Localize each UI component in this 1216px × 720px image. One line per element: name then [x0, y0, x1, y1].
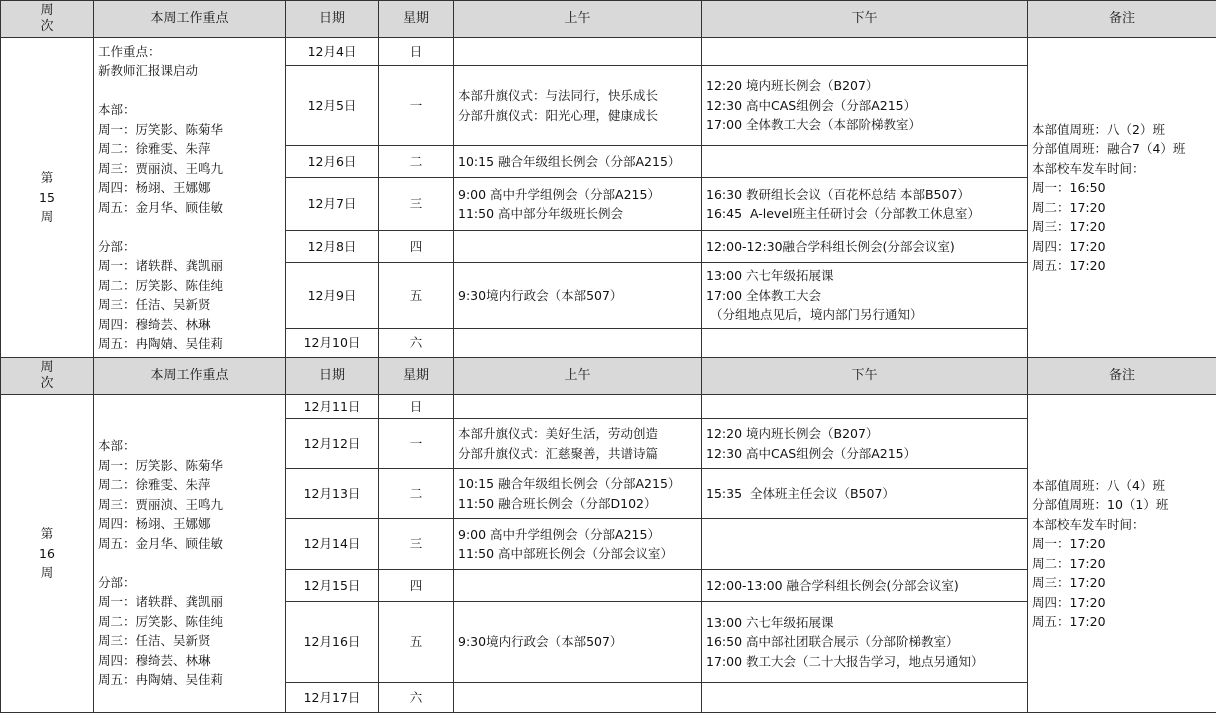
- day-morning: 10:15 融合年级组长例会（分部A215） 11:50 融合班长例会（分部D102）: [454, 469, 702, 519]
- week-label: 第 16 周: [1, 395, 94, 713]
- day-weekday: 四: [379, 231, 454, 263]
- day-date: 12月11日: [286, 395, 379, 419]
- day-afternoon: 13:00 六七年级拓展课 16:50 高中部社团联合展示（分部阶梯教室） 17:00 教工大会（二十大报告学习，地点另通知）: [702, 602, 1028, 683]
- day-weekday: 六: [379, 683, 454, 713]
- header-morning: 上午: [454, 1, 702, 38]
- day-afternoon: 12:00-13:00 融合学科组长例会(分部会议室): [702, 570, 1028, 602]
- day-morning: 10:15 融合年级组长例会（分部A215）: [454, 146, 702, 178]
- header-notes: 备注: [1028, 1, 1216, 38]
- day-morning: [454, 395, 702, 419]
- day-date: 12月15日: [286, 570, 379, 602]
- header-notes: 备注: [1028, 358, 1216, 395]
- day-morning: 9:00 高中升学组例会（分部A215） 11:50 高中部分年级班长例会: [454, 178, 702, 231]
- header-week: 周 次: [1, 1, 94, 38]
- day-date: 12月5日: [286, 66, 379, 146]
- day-morning: [454, 38, 702, 66]
- day-afternoon: [702, 519, 1028, 570]
- header-week: 周 次: [1, 358, 94, 395]
- header-focus: 本周工作重点: [94, 1, 286, 38]
- header-morning: 上午: [454, 358, 702, 395]
- day-date: 12月10日: [286, 329, 379, 358]
- day-date: 12月8日: [286, 231, 379, 263]
- day-weekday: 二: [379, 469, 454, 519]
- day-morning: [454, 231, 702, 263]
- day-weekday: 三: [379, 178, 454, 231]
- table-row: [1, 38, 1216, 66]
- day-date: 12月14日: [286, 519, 379, 570]
- day-date: 12月4日: [286, 38, 379, 66]
- day-weekday: 日: [379, 395, 454, 419]
- header-afternoon: 下午: [702, 358, 1028, 395]
- day-weekday: 五: [379, 263, 454, 329]
- day-weekday: 三: [379, 519, 454, 570]
- week-notes: 本部值周班：八（2）班 分部值周班：融合7（4）班 本部校车发车时间： 周一：16:50 周二：17:20 周三：17:20 周四：17:20 周五：17:20: [1028, 38, 1216, 358]
- day-date: 12月7日: [286, 178, 379, 231]
- day-afternoon: 13:00 六七年级拓展课 17:00 全体教工大会 （分组地点见后，境内部门另行通知）: [702, 263, 1028, 329]
- header-date: 日期: [286, 1, 379, 38]
- header-weekday: 星期: [379, 1, 454, 38]
- day-weekday: 六: [379, 329, 454, 358]
- header-focus: 本周工作重点: [94, 358, 286, 395]
- day-morning: 本部升旗仪式：与法同行，快乐成长 分部升旗仪式：阳光心理，健康成长: [454, 66, 702, 146]
- week-focus: 工作重点： 新教师汇报课启动 本部： 周一：厉笑影、陈菊华 周二：徐雅雯、朱萍 周三：贾丽浈、王鸣九 周四：杨翊、王娜娜 周五：金月华、顾佳敏 分部： 周一：诸轶群、龚凯丽 周二：厉笑影、陈佳纯 周三：任洁、吴新贤 周四：穆绮芸、林琳 周五：冉陶婧、吴佳莉: [94, 38, 286, 358]
- week-focus: 本部： 周一：厉笑影、陈菊华 周二：徐雅雯、朱萍 周三：贾丽浈、王鸣九 周四：杨翊、王娜娜 周五：金月华、顾佳敏 分部： 周一：诸轶群、龚凯丽 周二：厉笑影、陈佳纯 周三：任洁、吴新贤 周四：穆绮芸、林琳 周五：冉陶婧、吴佳莉: [94, 395, 286, 713]
- day-weekday: 二: [379, 146, 454, 178]
- day-afternoon: [702, 683, 1028, 713]
- header-row: [1, 1, 1216, 38]
- day-afternoon: 12:20 境内班长例会（B207） 12:30 高中CAS组例会（分部A215） 17:00 全体教工大会（本部阶梯教室）: [702, 66, 1028, 146]
- day-morning: 9:00 高中升学组例会（分部A215） 11:50 高中部班长例会（分部会议室）: [454, 519, 702, 570]
- day-afternoon: 12:20 境内班长例会（B207） 12:30 高中CAS组例会（分部A215）: [702, 419, 1028, 469]
- day-afternoon: [702, 395, 1028, 419]
- day-date: 12月9日: [286, 263, 379, 329]
- table-row: [1, 395, 1216, 419]
- day-date: 12月17日: [286, 683, 379, 713]
- day-morning: [454, 683, 702, 713]
- day-date: 12月16日: [286, 602, 379, 683]
- day-afternoon: [702, 38, 1028, 66]
- header-afternoon: 下午: [702, 1, 1028, 38]
- day-weekday: 四: [379, 570, 454, 602]
- day-morning: 9:30境内行政会（本部507）: [454, 602, 702, 683]
- day-morning: [454, 570, 702, 602]
- day-afternoon: 16:30 教研组长会议（百花杯总结 本部B507） 16:45 A-level班主任研讨会（分部教工休息室）: [702, 178, 1028, 231]
- week-label: 第 15 周: [1, 38, 94, 358]
- header-row: [1, 358, 1216, 395]
- header-weekday: 星期: [379, 358, 454, 395]
- day-date: 12月6日: [286, 146, 379, 178]
- week-notes: 本部值周班：八（4）班 分部值周班：10（1）班 本部校车发车时间： 周一：17:20 周二：17:20 周三：17:20 周四：17:20 周五：17:20: [1028, 395, 1216, 713]
- day-afternoon: 12:00-12:30融合学科组长例会(分部会议室): [702, 231, 1028, 263]
- day-morning: [454, 329, 702, 358]
- day-weekday: 一: [379, 419, 454, 469]
- header-date: 日期: [286, 358, 379, 395]
- day-morning: 本部升旗仪式：美好生活，劳动创造 分部升旗仪式：汇慈聚善，共谱诗篇: [454, 419, 702, 469]
- day-date: 12月12日: [286, 419, 379, 469]
- day-weekday: 日: [379, 38, 454, 66]
- day-afternoon: 15:35 全体班主任会议（B507）: [702, 469, 1028, 519]
- day-morning: 9:30境内行政会（本部507）: [454, 263, 702, 329]
- day-weekday: 一: [379, 66, 454, 146]
- day-weekday: 五: [379, 602, 454, 683]
- day-afternoon: [702, 146, 1028, 178]
- day-date: 12月13日: [286, 469, 379, 519]
- day-afternoon: [702, 329, 1028, 358]
